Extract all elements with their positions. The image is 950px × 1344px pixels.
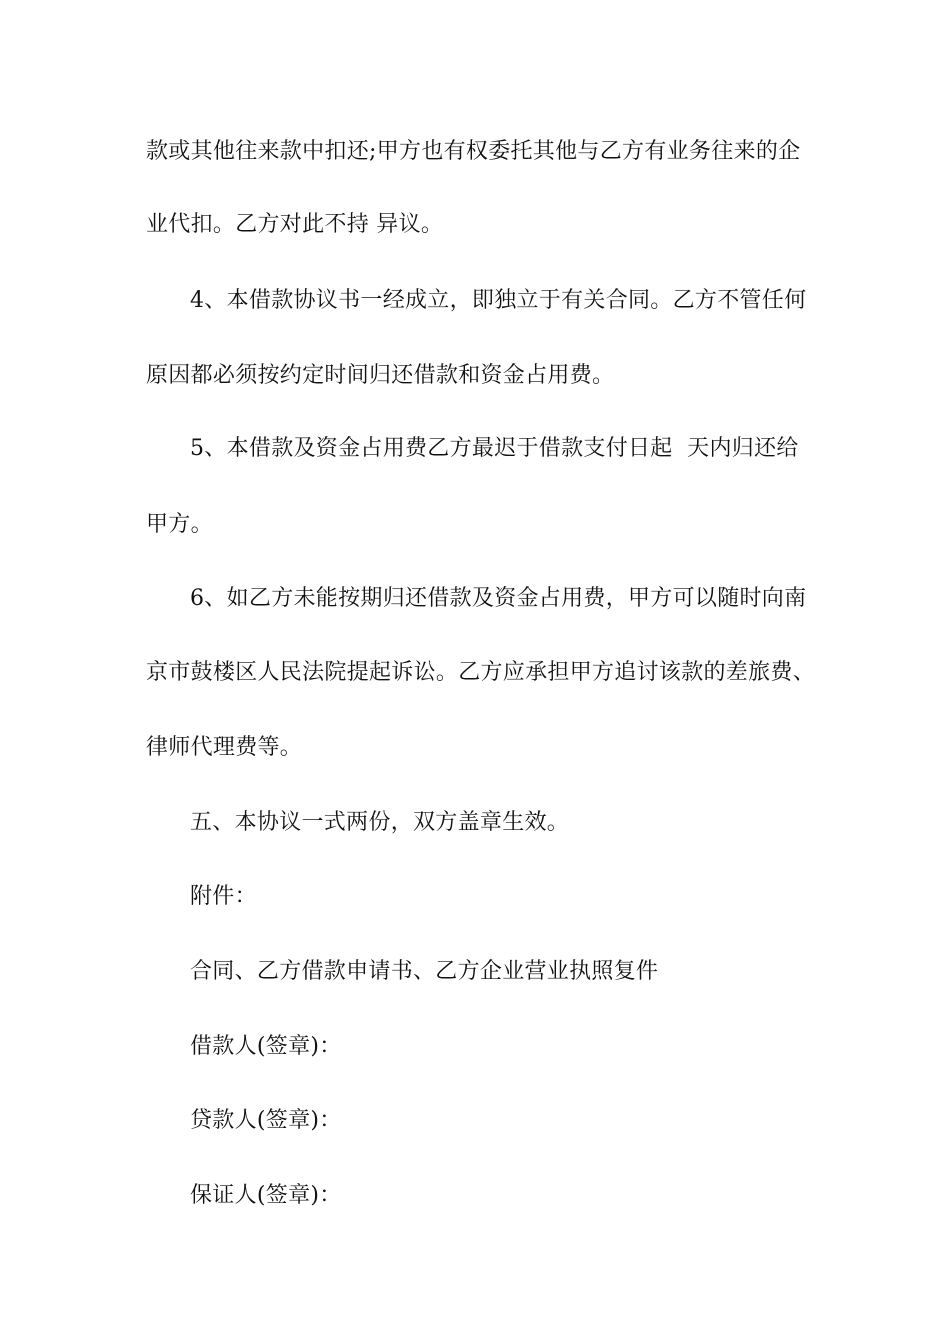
paragraph-line: 原因都必须按约定时间归还借款和资金占用费。 — [146, 363, 615, 388]
attachment-heading: 附件： — [190, 884, 257, 909]
attachment-list: 合同、乙方借款申请书、乙方企业营业执照复件 — [190, 959, 659, 984]
borrower-signature-line: 借款人(签章)： — [190, 1034, 342, 1059]
clause-6-line: 6、如乙方未能按期归还借款及资金占用费，甲方可以随时向南 — [190, 586, 807, 611]
paragraph-line: 款或其他往来款中扣还;甲方也有权委托其他与乙方有业务往来的企 — [146, 139, 801, 164]
paragraph-line: 京市鼓楼区人民法院提起诉讼。乙方应承担甲方追讨该款的差旅费、 — [146, 660, 816, 685]
paragraph-line: 律师代理费等。 — [146, 735, 303, 760]
clause-4-line: 4、本借款协议书一经成立，即独立于有关合同。乙方不管任何 — [190, 288, 807, 313]
section-five-line: 五、本协议一式两份，双方盖章生效。 — [190, 810, 570, 835]
lender-signature-line: 贷款人(签章)： — [190, 1108, 342, 1133]
paragraph-line: 业代扣。乙方对此不持 异议。 — [146, 212, 444, 237]
paragraph-line: 甲方。 — [146, 512, 213, 537]
clause-5-line: 5、本借款及资金占用费乙方最迟于借款支付日起 天内归还给 — [190, 436, 799, 461]
guarantor-signature-line: 保证人(签章)： — [190, 1183, 342, 1208]
